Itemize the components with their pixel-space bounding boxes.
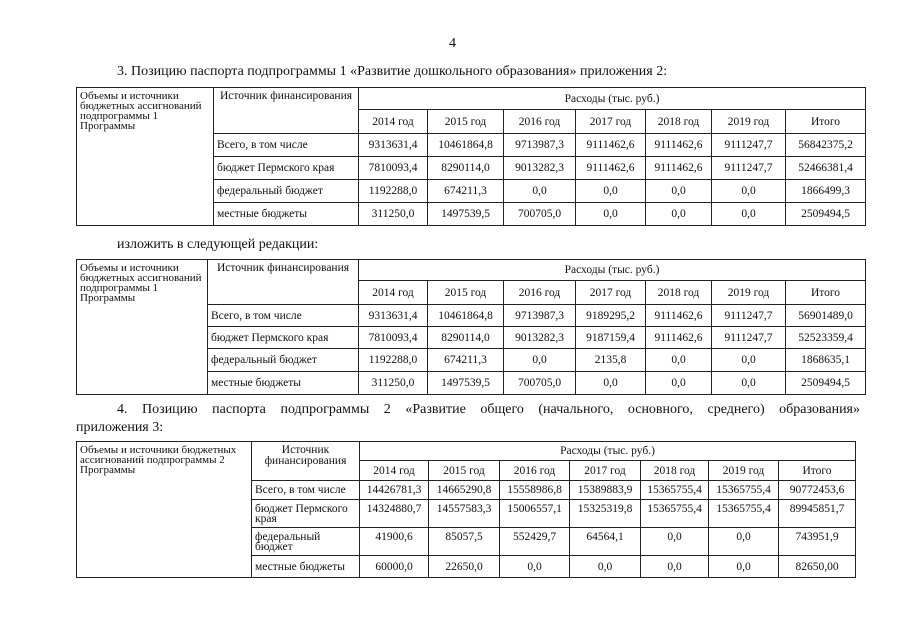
year-header: 2016 год (504, 110, 576, 134)
page-number: 4 (449, 36, 456, 51)
value-cell: 14665290,8 (429, 481, 500, 500)
budget-table-1 (76, 87, 866, 226)
value-cell: 0,0 (646, 203, 712, 226)
value-cell: 9189295,2 (576, 305, 646, 327)
value-cell: 7810093,4 (359, 327, 428, 349)
value-cell: 0,0 (504, 180, 576, 203)
expenses-header: Расходы (тыс. руб.) (360, 442, 856, 461)
year-header: 2015 год (428, 110, 504, 134)
value-cell: 0,0 (709, 556, 779, 578)
value-cell: 1192288,0 (359, 349, 428, 372)
total-cell: 82650,00 (779, 556, 856, 578)
total-cell: 89945851,7 (779, 500, 856, 528)
value-cell: 0,0 (646, 349, 712, 372)
value-cell: 41900,6 (360, 528, 429, 556)
year-header: 2014 год (359, 110, 428, 134)
source-header: Источник финансирования (208, 260, 359, 305)
value-cell: 9111462,6 (576, 134, 646, 157)
total-cell: 1866499,3 (786, 180, 866, 203)
value-cell: 1497539,5 (428, 372, 504, 395)
value-cell: 552429,7 (500, 528, 570, 556)
total-cell: 56842375,2 (786, 134, 866, 157)
year-header: 2019 год (709, 461, 779, 481)
value-cell: 10461864,8 (428, 134, 504, 157)
total-cell: 90772453,6 (779, 481, 856, 500)
year-header: 2014 год (359, 281, 428, 305)
source-cell: бюджет Пермского края (208, 327, 359, 349)
total-cell: 52523359,4 (786, 327, 866, 349)
source-cell: бюджет Пермского края (252, 500, 360, 528)
value-cell: 1497539,5 (428, 203, 504, 226)
total-header: Итого (786, 281, 866, 305)
year-header: 2019 год (712, 281, 786, 305)
value-cell: 22650,0 (429, 556, 500, 578)
value-cell: 60000,0 (360, 556, 429, 578)
paragraph-item-4: 4. Позицию паспорта подпрограммы 2 «Развитие общего (начального, основного, среднего) образования» (117, 402, 860, 417)
value-cell: 9111462,6 (646, 157, 712, 180)
year-header: 2015 год (429, 461, 500, 481)
value-cell: 9111247,7 (712, 134, 786, 157)
value-cell: 0,0 (641, 528, 709, 556)
source-cell: Всего, в том числе (208, 305, 359, 327)
source-cell: федеральный бюджет (252, 528, 360, 556)
value-cell: 0,0 (576, 372, 646, 395)
value-cell: 311250,0 (359, 203, 428, 226)
year-header: 2016 год (504, 281, 576, 305)
source-cell: Всего, в том числе (252, 481, 360, 500)
value-cell: 9313631,4 (359, 134, 428, 157)
value-cell: 15365755,4 (709, 481, 779, 500)
value-cell: 7810093,4 (359, 157, 428, 180)
total-cell: 1868635,1 (786, 349, 866, 372)
value-cell: 8290114,0 (428, 157, 504, 180)
value-cell: 9111247,7 (712, 305, 786, 327)
value-cell: 15006557,1 (500, 500, 570, 528)
budget-table-2 (76, 259, 866, 395)
value-cell: 0,0 (500, 556, 570, 578)
value-cell: 9111247,7 (712, 327, 786, 349)
source-cell: местные бюджеты (208, 372, 359, 395)
total-cell: 56901489,0 (786, 305, 866, 327)
value-cell: 0,0 (646, 180, 712, 203)
total-header: Итого (779, 461, 856, 481)
value-cell: 0,0 (641, 556, 709, 578)
budget-table-3 (76, 441, 856, 578)
value-cell: 700705,0 (504, 372, 576, 395)
value-cell: 15558986,8 (500, 481, 570, 500)
value-cell: 700705,0 (504, 203, 576, 226)
year-header: 2018 год (646, 281, 712, 305)
paragraph-new-edition: изложить в следующей редакции: (117, 237, 319, 252)
year-header: 2019 год (712, 110, 786, 134)
value-cell: 9111462,6 (576, 157, 646, 180)
value-cell: 0,0 (504, 349, 576, 372)
value-cell: 64564,1 (570, 528, 641, 556)
total-header: Итого (786, 110, 866, 134)
value-cell: 9713987,3 (504, 305, 576, 327)
value-cell: 9111247,7 (712, 157, 786, 180)
table-1-label: Объемы и источники бюджетных ассигнований подпрограммы 1 Программы (77, 88, 214, 226)
expenses-header: Расходы (тыс. руб.) (359, 88, 866, 110)
value-cell: 14557583,3 (429, 500, 500, 528)
year-header: 2016 год (500, 461, 570, 481)
value-cell: 9111462,6 (646, 134, 712, 157)
value-cell: 674211,3 (428, 349, 504, 372)
value-cell: 311250,0 (359, 372, 428, 395)
value-cell: 2135,8 (576, 349, 646, 372)
value-cell: 15325319,8 (570, 500, 641, 528)
value-cell: 0,0 (646, 372, 712, 395)
year-header: 2018 год (646, 110, 712, 134)
source-header: Источник финансирования (214, 88, 359, 134)
value-cell: 8290114,0 (428, 327, 504, 349)
table-3-label: Объемы и источники бюджетных ассигнований подпрограммы 2 Программы (77, 442, 252, 578)
value-cell: 15365755,4 (709, 500, 779, 528)
source-cell: местные бюджеты (214, 203, 359, 226)
value-cell: 15365755,4 (641, 481, 709, 500)
year-header: 2017 год (576, 110, 646, 134)
value-cell: 9713987,3 (504, 134, 576, 157)
value-cell: 15365755,4 (641, 500, 709, 528)
value-cell: 9187159,4 (576, 327, 646, 349)
total-cell: 52466381,4 (786, 157, 866, 180)
value-cell: 15389883,9 (570, 481, 641, 500)
source-header: Источник финансирования (252, 442, 360, 481)
table-2-label: Объемы и источники бюджетных ассигнований подпрограммы 1 Программы (77, 260, 208, 395)
year-header: 2017 год (576, 281, 646, 305)
paragraph-item-3: 3. Позицию паспорта подпрограммы 1 «Развитие дошкольного образования» приложения 2: (117, 64, 668, 79)
total-cell: 2509494,5 (786, 203, 866, 226)
value-cell: 9013282,3 (504, 327, 576, 349)
expenses-header: Расходы (тыс. руб.) (359, 260, 866, 281)
value-cell: 0,0 (570, 556, 641, 578)
value-cell: 1192288,0 (359, 180, 428, 203)
value-cell: 0,0 (712, 203, 786, 226)
paragraph-item-4-continuation: приложения 3: (76, 420, 164, 435)
year-header: 2014 год (360, 461, 429, 481)
value-cell: 674211,3 (428, 180, 504, 203)
total-cell: 743951,9 (779, 528, 856, 556)
value-cell: 14324880,7 (360, 500, 429, 528)
value-cell: 0,0 (712, 180, 786, 203)
value-cell: 0,0 (712, 349, 786, 372)
value-cell: 0,0 (712, 372, 786, 395)
value-cell: 10461864,8 (428, 305, 504, 327)
value-cell: 85057,5 (429, 528, 500, 556)
value-cell: 0,0 (576, 180, 646, 203)
source-cell: федеральный бюджет (214, 180, 359, 203)
source-cell: местные бюджеты (252, 556, 360, 578)
value-cell: 9013282,3 (504, 157, 576, 180)
value-cell: 0,0 (709, 528, 779, 556)
value-cell: 9111462,6 (646, 327, 712, 349)
value-cell: 9111462,6 (646, 305, 712, 327)
year-header: 2017 год (570, 461, 641, 481)
value-cell: 14426781,3 (360, 481, 429, 500)
source-cell: Всего, в том числе (214, 134, 359, 157)
year-header: 2018 год (641, 461, 709, 481)
total-cell: 2509494,5 (786, 372, 866, 395)
value-cell: 9313631,4 (359, 305, 428, 327)
year-header: 2015 год (428, 281, 504, 305)
value-cell: 0,0 (576, 203, 646, 226)
source-cell: федеральный бюджет (208, 349, 359, 372)
source-cell: бюджет Пермского края (214, 157, 359, 180)
